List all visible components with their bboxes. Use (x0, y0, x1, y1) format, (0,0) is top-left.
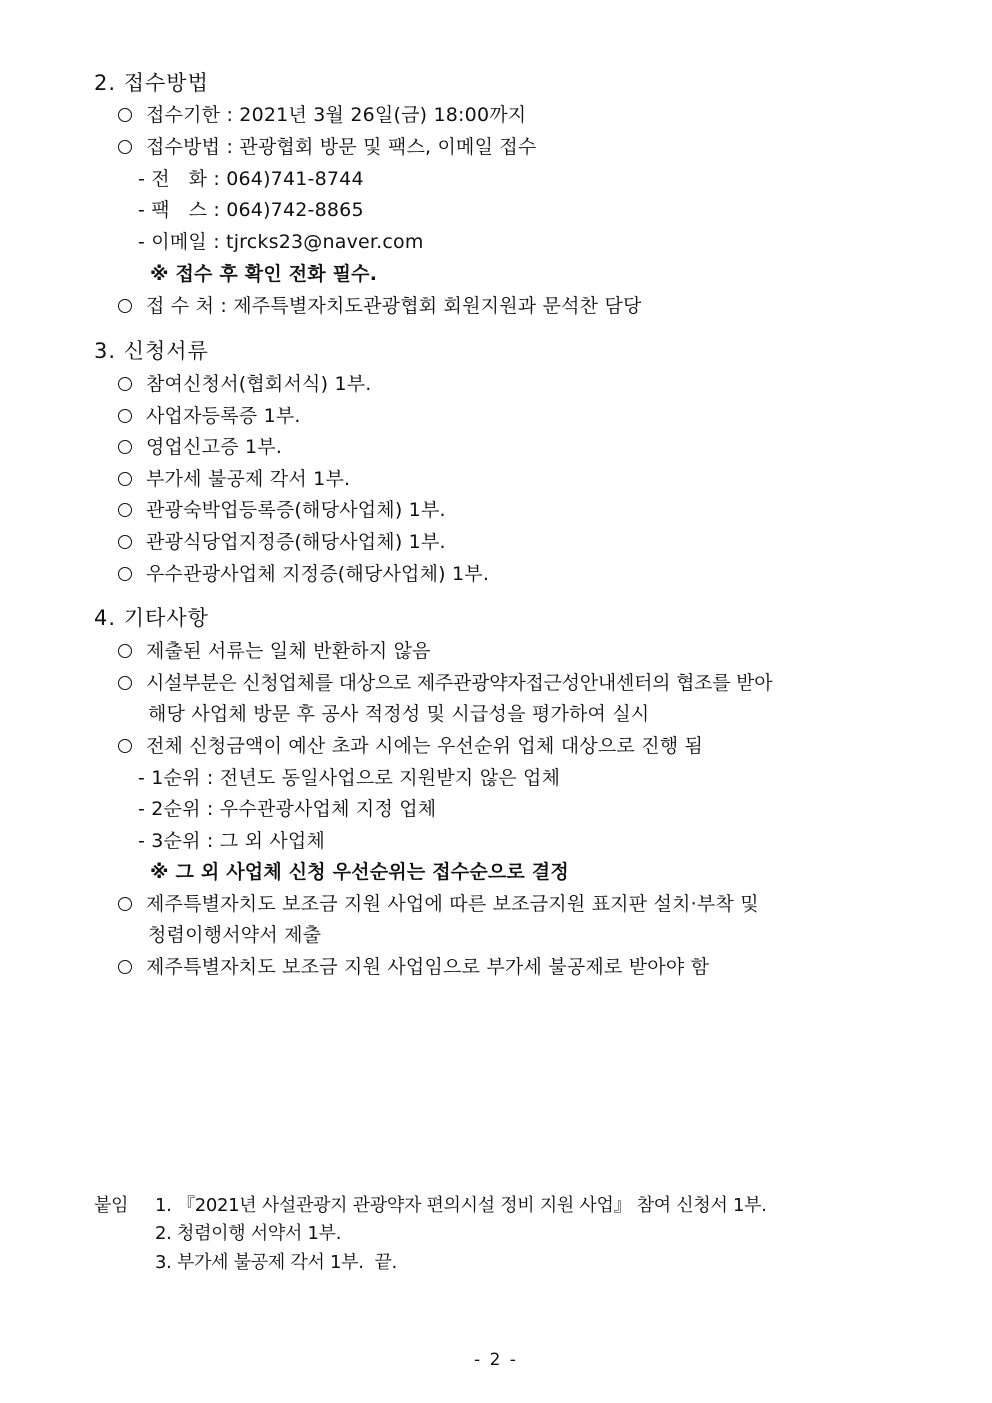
circle-bullet-icon (118, 644, 132, 658)
note: ※ 접수 후 확인 전화 필수. (150, 263, 378, 285)
page-number: - 2 - (474, 1350, 518, 1370)
priority-item: - 1순위 : 전년도 동일사업으로 지원받지 않은 업체 (138, 767, 561, 789)
list-item-continuation: 청렴이행서약서 제출 (148, 924, 322, 946)
attachment-item: 2. 청렴이행 서약서 1부. (155, 1223, 342, 1244)
attachments-label: 붙임 (94, 1195, 129, 1216)
list-item: 제주특별자치도 보조금 지원 사업임으로 부가세 불공제로 받아야 함 (118, 954, 709, 980)
attachment-item: 3. 부가세 불공제 각서 1부. 끝. (155, 1252, 397, 1273)
priority-item: - 2순위 : 우수관광사업체 지정 업체 (138, 798, 437, 820)
list-item: 참여신청서(협회서식) 1부. (118, 371, 372, 397)
list-item: 전체 신청금액이 예산 초과 시에는 우선순위 업체 대상으로 진행 됨 (118, 733, 703, 759)
circle-bullet-icon (118, 960, 132, 974)
list-item: 접수기한 : 2021년 3월 26일(금) 18:00까지 (118, 102, 526, 128)
circle-bullet-icon (118, 535, 132, 549)
circle-bullet-icon (118, 676, 132, 690)
circle-bullet-icon (118, 567, 132, 581)
list-item: 제출된 서류는 일체 반환하지 않음 (118, 638, 431, 664)
circle-bullet-icon (118, 440, 132, 454)
list-item: 시설부분은 신청업체를 대상으로 제주관광약자접근성안내센터의 협조를 받아 (118, 670, 772, 696)
priority-item: - 3순위 : 그 외 사업체 (138, 830, 326, 852)
list-item: 관광숙박업등록증(해당사업체) 1부. (118, 497, 446, 523)
section-heading: 3. 신청서류 (94, 339, 209, 363)
attachment-item: 1. 『2021년 사설관광지 관광약자 편의시설 정비 지원 사업』 참여 신청서 1부. (155, 1195, 767, 1216)
list-item: 우수관광사업체 지정증(해당사업체) 1부. (118, 561, 489, 587)
contact-email: - 이메일 : tjrcks23@naver.com (138, 231, 424, 253)
contact-fax: - 팩 스 : 064)742-8865 (138, 199, 364, 221)
circle-bullet-icon (118, 409, 132, 423)
list-item-continuation: 해당 사업체 방문 후 공사 적정성 및 시급성을 평가하여 실시 (148, 703, 650, 725)
list-item: 접수방법 : 관광협회 방문 및 팩스, 이메일 접수 (118, 134, 537, 160)
list-item: 제주특별자치도 보조금 지원 사업에 따른 보조금지원 표지판 설치·부착 및 (118, 891, 759, 917)
section-heading: 2. 접수방법 (94, 71, 209, 95)
circle-bullet-icon (118, 739, 132, 753)
list-item: 접 수 처 : 제주특별자치도관광협회 회원지원과 문석찬 담당 (118, 293, 642, 319)
list-item: 사업자등록증 1부. (118, 403, 301, 429)
circle-bullet-icon (118, 108, 132, 122)
list-item: 부가세 불공제 각서 1부. (118, 466, 350, 492)
circle-bullet-icon (118, 897, 132, 911)
contact-phone: - 전 화 : 064)741-8744 (138, 168, 364, 190)
section-heading: 4. 기타사항 (94, 606, 209, 630)
circle-bullet-icon (118, 472, 132, 486)
list-item: 관광식당업지정증(해당사업체) 1부. (118, 529, 446, 555)
list-item: 영업신고증 1부. (118, 434, 282, 460)
circle-bullet-icon (118, 140, 132, 154)
note: ※ 그 외 사업체 신청 우선순위는 접수순으로 결정 (150, 861, 569, 883)
circle-bullet-icon (118, 377, 132, 391)
circle-bullet-icon (118, 299, 132, 313)
circle-bullet-icon (118, 503, 132, 517)
